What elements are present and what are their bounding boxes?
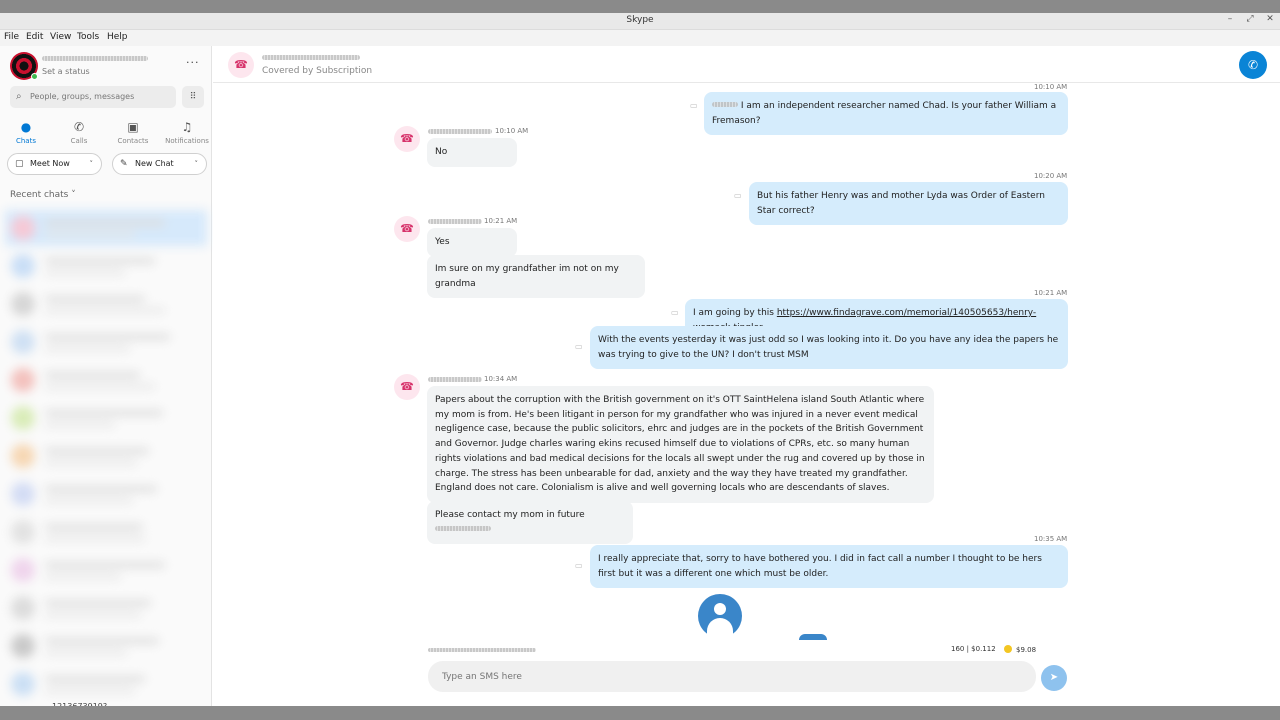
tab-chats-label: Chats xyxy=(15,137,36,145)
message-incoming[interactable] xyxy=(427,138,517,167)
send-icon: ➤ xyxy=(1049,672,1059,683)
call-button[interactable] xyxy=(1239,51,1267,79)
compose-icon: ✎ xyxy=(120,159,128,169)
contact-avatar-icon: ☎ xyxy=(394,374,420,400)
message-incoming[interactable] xyxy=(427,255,645,298)
message-outgoing[interactable] xyxy=(749,182,1068,225)
timestamp: 10:34 AM xyxy=(484,375,518,383)
contact-avatar-icon: ☎ xyxy=(394,216,420,242)
timestamp: 10:10 AM xyxy=(495,127,529,135)
list-item[interactable] xyxy=(5,476,207,512)
list-item[interactable] xyxy=(5,362,207,398)
more-options-icon[interactable]: ··· xyxy=(186,56,200,69)
bell-icon: ♫ xyxy=(181,120,193,134)
search-box[interactable] xyxy=(10,86,176,108)
balance xyxy=(1004,645,1036,654)
chevron-down-icon: ˅ xyxy=(89,160,93,168)
phone-icon: ✆ xyxy=(1247,58,1259,72)
message-incoming[interactable] xyxy=(427,386,934,503)
search-input[interactable]: People, groups, messages xyxy=(30,92,135,101)
tab-calls[interactable] xyxy=(54,120,104,145)
timestamp: 10:35 AM xyxy=(1034,535,1068,543)
recent-chats-header[interactable]: Recent chats ˅ xyxy=(10,190,76,200)
message-text: No xyxy=(435,147,448,157)
timestamp: 10:10 AM xyxy=(1034,83,1068,91)
message-text: With the events yesterday it was just odd so I was looking into it. Do you have any idea the papers he was trying to give to the UN? I don't trust MSM xyxy=(598,335,1059,360)
menu-view[interactable]: View xyxy=(50,32,72,42)
list-item[interactable] xyxy=(5,552,207,588)
new-chat-button[interactable] xyxy=(112,153,207,175)
timestamp: 10:20 AM xyxy=(1034,172,1068,180)
message-composer[interactable] xyxy=(428,661,1036,692)
timestamp: 10:21 AM xyxy=(1034,289,1068,297)
menu-file[interactable]: File xyxy=(4,32,20,42)
recent-chat-list-redacted xyxy=(5,210,207,706)
message-incoming[interactable] xyxy=(427,501,633,544)
tab-contacts[interactable] xyxy=(108,120,158,145)
menu-tools[interactable]: Tools xyxy=(77,32,100,42)
chevron-down-icon: ˅ xyxy=(194,160,198,168)
chat-pane xyxy=(213,46,1280,706)
contact-avatar-icon[interactable] xyxy=(698,594,742,638)
avatar xyxy=(799,634,827,640)
close-icon[interactable]: ✕ xyxy=(1266,14,1274,24)
list-item[interactable] xyxy=(5,590,207,626)
chat-icon: ● xyxy=(20,120,32,134)
message-outgoing[interactable] xyxy=(590,545,1068,588)
window-title: Skype xyxy=(626,15,654,25)
tab-notifications-label: Notifications xyxy=(165,137,209,145)
coin-icon xyxy=(1004,645,1012,653)
message-text: Papers about the corruption with the British government on it's OTT SaintHelena island South Atlantic where my mom is from. He's been litigant in person for my grandfather who was injured in a never event medical negligence case, because the public solicitors, ehrc and judges are in the pockets of the British Government and Governor. Judge charles waring ekins recused himself due to violations of CPRs, etc. so many human rights violations and bad medical decisions for the locals all swept under the rug and covered up by those in charge. The stress has been unbearable for dad, anxiety and the way they have treated my grandfather. England does not care. Colonialism is alive and well governing locals who are descendants of slaves. xyxy=(435,395,925,494)
menu-help[interactable]: Help xyxy=(107,32,128,42)
sending-from-redacted xyxy=(428,648,536,652)
tab-chats[interactable] xyxy=(1,120,51,145)
sender-name-redacted xyxy=(428,377,482,382)
chat-header xyxy=(213,46,1280,83)
list-item[interactable] xyxy=(5,514,207,550)
message-text: Please contact my mom in future xyxy=(435,510,585,520)
message-text: I am an independent researcher named Chad. Is your father William a Fremason? xyxy=(712,101,1057,126)
message-input[interactable] xyxy=(442,669,1022,684)
sms-status-icon: ▭ xyxy=(690,101,698,110)
title-bar xyxy=(0,13,1280,30)
dialpad-icon[interactable]: ⠿ xyxy=(182,86,204,108)
contacts-icon: ▣ xyxy=(127,120,139,134)
contact-name-redacted xyxy=(262,55,360,60)
video-icon: ▢ xyxy=(15,159,24,169)
balance-value: $9.08 xyxy=(1016,646,1037,654)
message-outgoing[interactable] xyxy=(590,326,1068,369)
list-item[interactable] xyxy=(5,628,207,664)
sms-credits: 160 | $0.112 xyxy=(951,645,996,653)
message-text: But his father Henry was and mother Lyda was Order of Eastern Star correct? xyxy=(757,191,1045,216)
contact-phone-icon[interactable]: ☎ xyxy=(228,52,254,78)
list-item[interactable] xyxy=(5,324,207,360)
tab-contacts-label: Contacts xyxy=(117,137,149,145)
presence-indicator xyxy=(31,73,38,80)
message-outgoing[interactable] xyxy=(704,92,1068,135)
name-redacted xyxy=(712,102,738,107)
menu-edit[interactable]: Edit xyxy=(26,32,44,42)
message-text: Yes xyxy=(435,237,450,247)
list-item[interactable] xyxy=(5,210,207,246)
restore-icon[interactable]: ⤢ xyxy=(1246,14,1254,24)
chat-subtitle: Covered by Subscription xyxy=(262,66,373,76)
contact-avatar-icon: ☎ xyxy=(394,126,420,152)
timestamp: 10:21 AM xyxy=(484,217,518,225)
sms-status-icon: ▭ xyxy=(671,308,679,317)
message-text: I really appreciate that, sorry to have bothered you. I did in fact call a number I thought to be hers first but it was a different one which must be older. xyxy=(598,554,1042,579)
top-desktop-strip xyxy=(0,0,1280,13)
contact-redacted xyxy=(435,526,491,531)
sender-name-redacted xyxy=(428,129,492,134)
sidebar xyxy=(0,46,212,706)
list-item[interactable] xyxy=(5,666,207,702)
list-item[interactable] xyxy=(5,286,207,322)
meet-now-label: Meet Now xyxy=(30,159,70,168)
sms-status-icon: ▭ xyxy=(734,191,742,200)
tab-notifications[interactable] xyxy=(162,120,212,145)
send-button[interactable] xyxy=(1041,665,1067,691)
sms-status-icon: ▭ xyxy=(575,561,583,570)
bottom-desktop-strip xyxy=(0,706,1280,720)
sms-status-icon: ▭ xyxy=(575,342,583,351)
sender-name-redacted xyxy=(428,219,482,224)
message-incoming[interactable] xyxy=(427,228,517,257)
message-text: Im sure on my grandfather im not on my grandma xyxy=(435,264,619,289)
meet-now-button[interactable] xyxy=(7,153,102,175)
menu-bar xyxy=(0,30,1280,46)
findagrave-link[interactable]: https://www.findagrave.com/memorial/140505653/henry- xyxy=(776,308,1037,318)
list-item[interactable] xyxy=(5,400,207,436)
new-chat-label: New Chat xyxy=(135,159,174,168)
set-status-link[interactable]: Set a status xyxy=(42,67,90,76)
minimize-icon[interactable]: – xyxy=(1227,14,1233,24)
message-text: I am going by this xyxy=(693,308,777,318)
list-item[interactable] xyxy=(5,248,207,284)
phone-icon: ✆ xyxy=(73,120,85,134)
profile-name-redacted xyxy=(42,56,148,61)
tab-calls-label: Calls xyxy=(70,137,88,145)
list-item[interactable] xyxy=(5,438,207,474)
search-icon: ⌕ xyxy=(16,91,22,102)
